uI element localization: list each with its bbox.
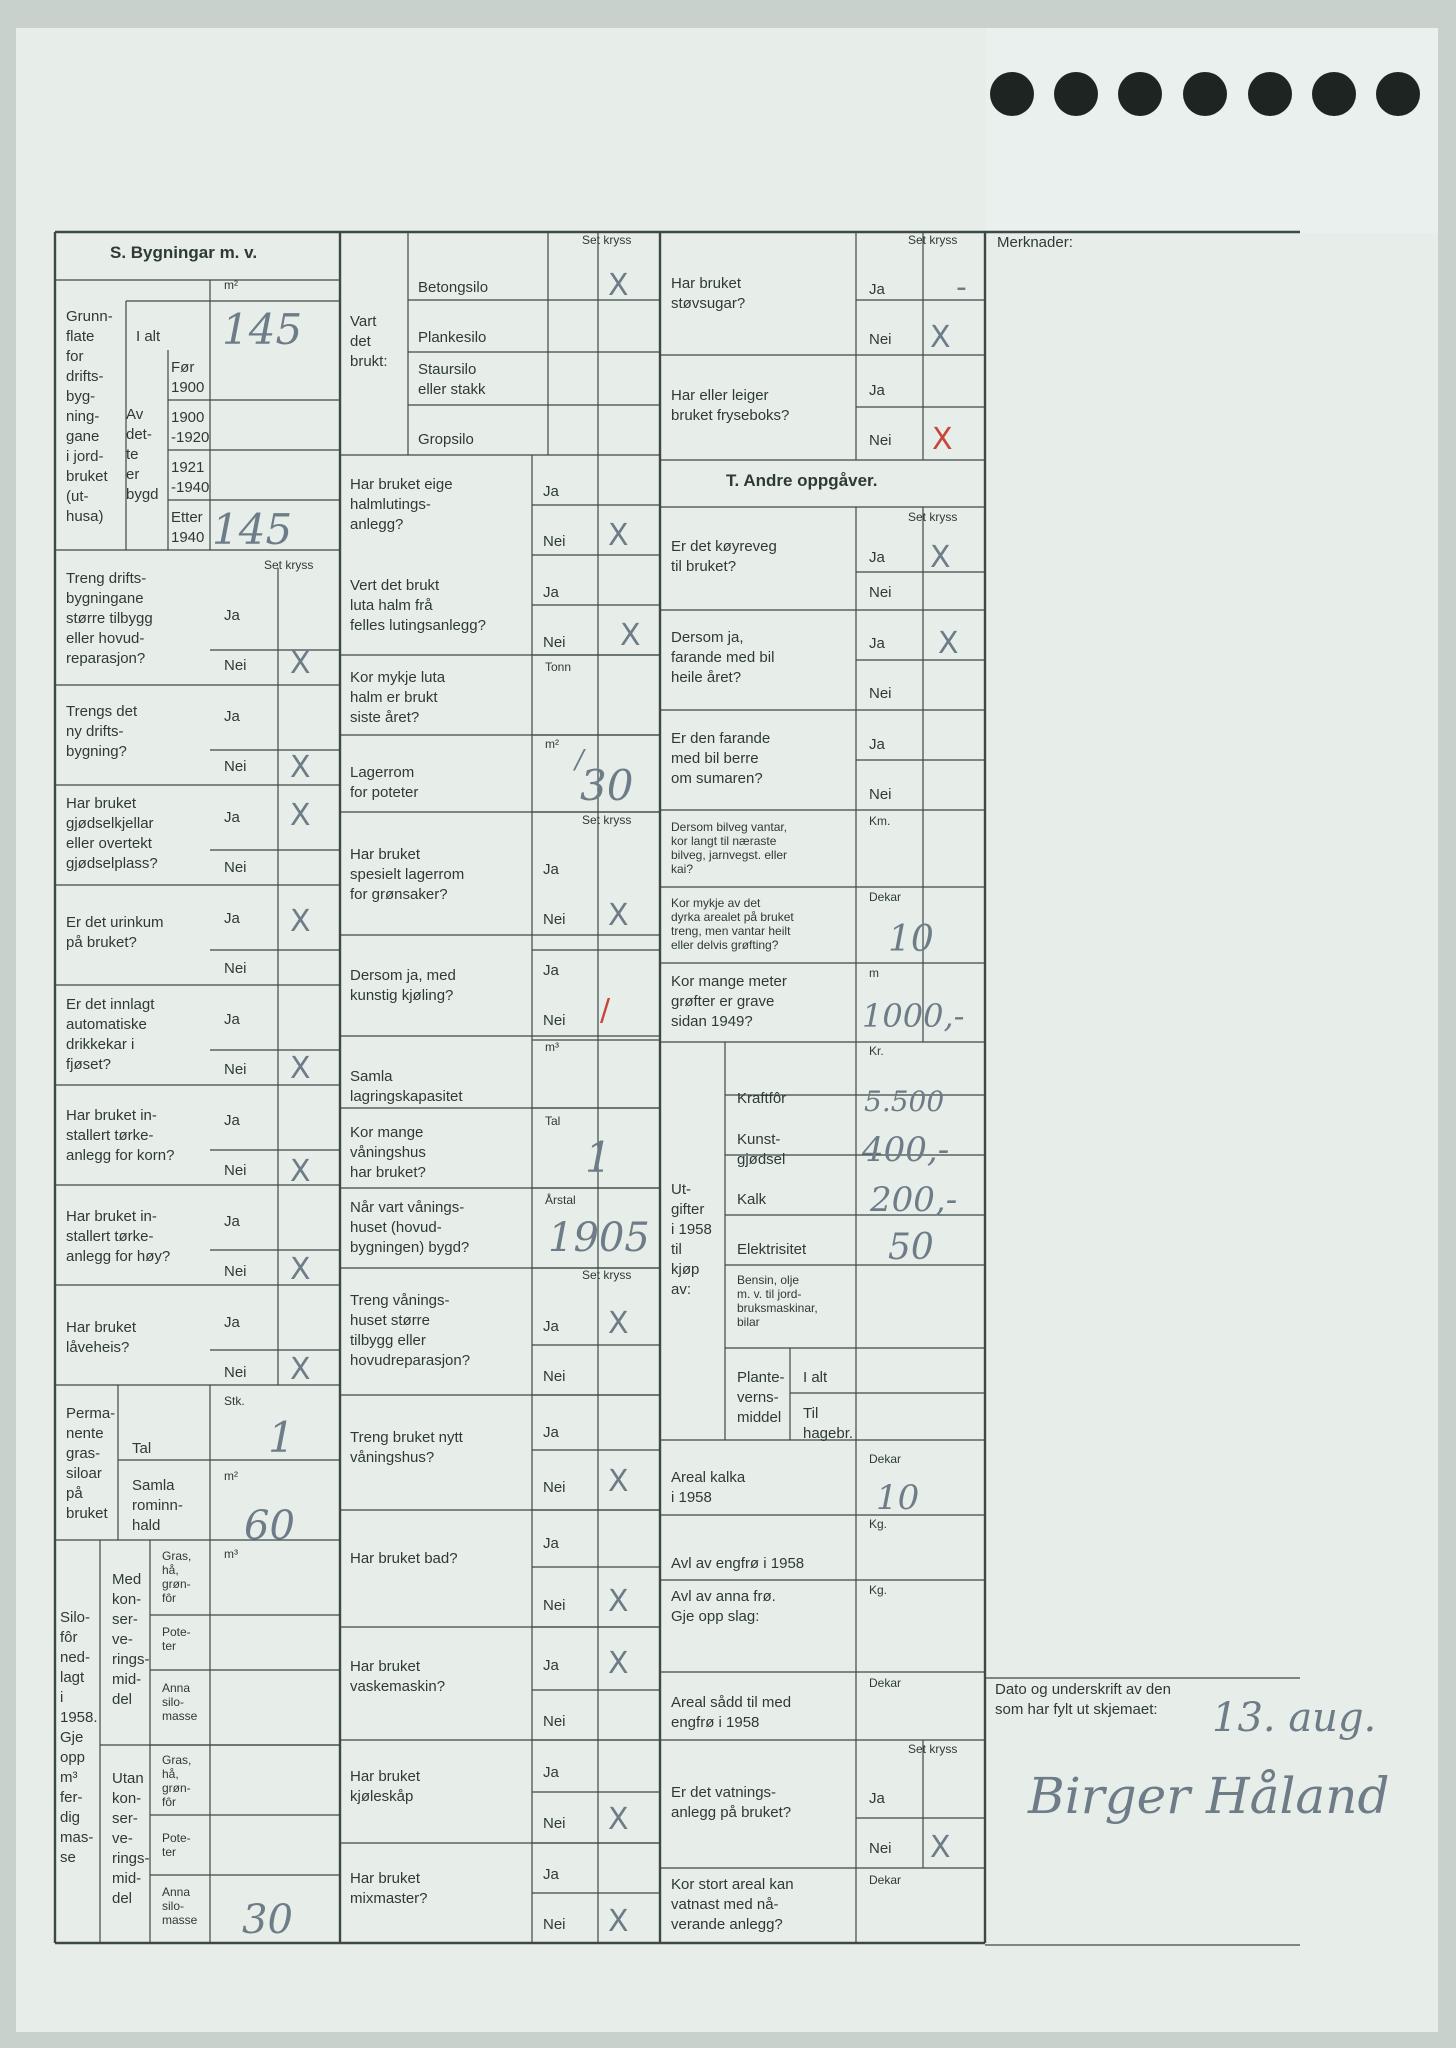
handwritten-entry: X bbox=[290, 1154, 311, 1189]
handwritten-entry: X bbox=[608, 1306, 629, 1341]
form-label: Kor mange våningshus har bruket? bbox=[350, 1124, 426, 1181]
form-label: Trengs det ny drifts- bygning? bbox=[66, 703, 138, 760]
handwritten-entry: X bbox=[290, 750, 311, 785]
form-label: Ja bbox=[543, 1866, 559, 1883]
form-label: Nei bbox=[224, 859, 247, 876]
form-label: Av det- te er bygd bbox=[126, 406, 159, 503]
form-label: Nei bbox=[869, 331, 892, 348]
form-label: Har bruket mixmaster? bbox=[350, 1870, 428, 1907]
handwritten-entry: 60 bbox=[244, 1503, 295, 1549]
form-label: Ja bbox=[543, 483, 559, 500]
form-label: Silo- fôr ned- lagt i 1958. Gje opp m³ fer- dig mas- se bbox=[60, 1609, 98, 1866]
form-label: Har bruket in- stallert tørke- anlegg for korn? bbox=[66, 1107, 175, 1164]
form-label: Tonn bbox=[545, 660, 572, 674]
handwritten-entry: 13. aug. bbox=[1212, 1695, 1377, 1741]
handwritten-entry: X bbox=[620, 618, 641, 653]
form-label: Set kryss bbox=[264, 558, 314, 572]
form-label: Ja bbox=[543, 1424, 559, 1441]
handwritten-entry: X bbox=[932, 422, 953, 457]
form-label: Dersom ja, farande med bil heile året? bbox=[671, 629, 775, 686]
handwritten-entry: 1 bbox=[585, 1133, 612, 1182]
handwritten-entry: 1905 bbox=[548, 1215, 650, 1261]
form-label: I alt bbox=[803, 1369, 828, 1386]
form-label: Areal sådd til med engfrø i 1958 bbox=[671, 1694, 792, 1731]
form-label: Nei bbox=[543, 1479, 566, 1496]
form-label: Avl av engfrø i 1958 bbox=[671, 1555, 805, 1572]
form-label: Nei bbox=[224, 1364, 247, 1381]
form-label: Lagerrom for poteter bbox=[350, 764, 419, 801]
form-label: Treng drifts- bygningane større tilbygg eller hovud- reparasjon? bbox=[66, 570, 153, 667]
form-label: Nei bbox=[543, 1368, 566, 1385]
form-label: Har eller leiger bruket fryseboks? bbox=[671, 387, 790, 424]
form-label: Er det urinkum på bruket? bbox=[66, 914, 164, 951]
form-label: I alt bbox=[136, 328, 161, 345]
form-label: m² bbox=[224, 278, 238, 292]
form-label: Er det innlagt automatiske drikkekar i fjøset? bbox=[66, 996, 155, 1073]
form-label: Dato og underskrift av den som har fylt ut skjemaet: bbox=[995, 1681, 1171, 1718]
form-label: m bbox=[869, 966, 879, 980]
form-label: Er det vatnings- anlegg på bruket? bbox=[671, 1784, 792, 1821]
handwritten-entry: 400,- bbox=[862, 1130, 950, 1170]
form-label: Dekar bbox=[869, 1873, 902, 1887]
form-label: Kor mange meter grøfter er grave sidan 1949? bbox=[671, 973, 787, 1030]
form-label: Bensin, olje m. v. til jord- bruksmaskinar, bilar bbox=[737, 1273, 818, 1329]
form-label: Kor stort areal kan vatnast med nå- verande anlegg? bbox=[671, 1876, 794, 1933]
form-label: Pote- ter bbox=[162, 1831, 191, 1859]
form-label: Kg. bbox=[869, 1517, 888, 1531]
form-label: Ja bbox=[224, 809, 240, 826]
form-label: Ja bbox=[224, 1314, 240, 1331]
form-label: Ja bbox=[543, 861, 559, 878]
handwritten-entry: X bbox=[930, 1830, 951, 1865]
form-label: Anna silo- masse bbox=[162, 1885, 198, 1927]
form-label: Kor mykje luta halm er brukt siste året? bbox=[350, 669, 446, 726]
form-label: Ut- gifter i 1958 til kjøp av: bbox=[671, 1181, 712, 1298]
form-label: Utan kon- ser- ve- rings- mid- del bbox=[112, 1770, 150, 1907]
form-label: Er det køyreveg til bruket? bbox=[671, 538, 777, 575]
form-label: Treng vånings- huset større tilbygg eller hovudreparasjon? bbox=[350, 1292, 471, 1369]
form-label: Ja bbox=[543, 1318, 559, 1335]
handwritten-entry: X bbox=[290, 1352, 311, 1387]
form-label: Med kon- ser- ve- rings- mid- del bbox=[112, 1571, 150, 1708]
handwritten-entry: 200,- bbox=[870, 1180, 958, 1220]
form-label: Grunn- flate for drifts- byg- ning- gane i jord- bruket (ut- husa) bbox=[66, 308, 113, 525]
form-label: Har bruket kjøleskåp bbox=[350, 1768, 421, 1805]
form-label: Set kryss bbox=[908, 1742, 958, 1756]
form-label: 1921 -1940 bbox=[171, 459, 210, 496]
form-label: Ja bbox=[224, 1112, 240, 1129]
handwritten-entry: X bbox=[608, 1802, 629, 1837]
form-label: Ja bbox=[869, 635, 885, 652]
handwritten-entry: 5.500 bbox=[864, 1085, 945, 1118]
form-label: Nei bbox=[869, 786, 892, 803]
handwritten-entry: 1 bbox=[268, 1413, 295, 1462]
form-label: Nei bbox=[543, 1012, 566, 1029]
form-label: Ja bbox=[224, 1011, 240, 1028]
form-label: Set kryss bbox=[908, 510, 958, 524]
form-label: Ja bbox=[224, 708, 240, 725]
form-label: Nei bbox=[543, 1916, 566, 1933]
form-label: Ja bbox=[543, 1657, 559, 1674]
handwritten-entry: / bbox=[575, 745, 584, 775]
form-label: Har bruket in- stallert tørke- anlegg for høy? bbox=[66, 1208, 171, 1265]
form-label: Ja bbox=[869, 736, 885, 753]
form-label: Dekar bbox=[869, 1452, 902, 1466]
form-label: Har bruket eige halmlutings- anlegg? bbox=[350, 476, 453, 533]
form-label: Kalk bbox=[737, 1191, 767, 1208]
form-label: Dersom ja, med kunstig kjøling? bbox=[350, 967, 456, 1004]
handwritten-entry: X bbox=[608, 1904, 629, 1939]
form-label: Ja bbox=[543, 962, 559, 979]
form-label: Har bruket låveheis? bbox=[66, 1319, 137, 1356]
form-label: Nei bbox=[224, 1061, 247, 1078]
form-label: Km. bbox=[869, 814, 891, 828]
form-label: Når vart vånings- huset (hovud- bygningen) bygd? bbox=[350, 1199, 470, 1256]
form-label: m² bbox=[545, 737, 559, 751]
form-label: Ja bbox=[224, 910, 240, 927]
handwritten-entry: 1000,- bbox=[862, 997, 965, 1035]
form-label: Dekar bbox=[869, 890, 902, 904]
form-label: Nei bbox=[869, 432, 892, 449]
form-label: Nei bbox=[543, 1597, 566, 1614]
handwritten-entry: X bbox=[930, 540, 951, 575]
handwritten-entry: X bbox=[290, 1252, 311, 1287]
handwritten-entry: 50 bbox=[888, 1227, 934, 1268]
form-label: Nei bbox=[543, 1815, 566, 1832]
form-label: Nei bbox=[224, 960, 247, 977]
handwritten-entry: X bbox=[290, 1051, 311, 1086]
handwritten-entry: X bbox=[290, 646, 311, 681]
handwritten-entry: / bbox=[600, 993, 611, 1028]
handwritten-entry: X bbox=[608, 518, 629, 553]
form-label: Ja bbox=[869, 382, 885, 399]
form-label: Nei bbox=[224, 1263, 247, 1280]
form-label: Set kryss bbox=[582, 233, 632, 247]
form-label: Betongsilo bbox=[418, 279, 489, 296]
form-label: Samla rominn- hald bbox=[132, 1477, 183, 1534]
handwritten-entry: X bbox=[930, 320, 951, 355]
form-label: Vert det brukt luta halm frå felles lutingsanlegg? bbox=[350, 577, 486, 634]
form-label: Kg. bbox=[869, 1583, 888, 1597]
handwritten-entry: 30 bbox=[242, 1897, 293, 1943]
form-label: Nei bbox=[224, 657, 247, 674]
form-label: Nei bbox=[224, 1162, 247, 1179]
form-label: Tal bbox=[132, 1440, 152, 1457]
form-label: Ja bbox=[869, 281, 885, 298]
handwritten-entry: 145 bbox=[222, 305, 303, 354]
form-label: Plante- verns- middel bbox=[737, 1369, 785, 1426]
handwritten-entry: X bbox=[290, 798, 311, 833]
handwritten-entry: 10 bbox=[876, 1478, 920, 1518]
form-label: Dekar bbox=[869, 1676, 902, 1690]
form-label: Avl av anna frø. Gje opp slag: bbox=[671, 1588, 776, 1625]
form-label: Treng bruket nytt våningshus? bbox=[350, 1429, 463, 1466]
form-label: Perma- nente gras- siloar på bruket bbox=[66, 1405, 116, 1522]
form-label: Etter 1940 bbox=[171, 509, 205, 546]
form-label: Kraftfôr bbox=[737, 1090, 787, 1107]
form-label: Har bruket støvsugar? bbox=[671, 275, 746, 312]
form-label: Ja bbox=[543, 1535, 559, 1552]
handwritten-entry: X bbox=[608, 898, 629, 933]
form-label: Til hagebr. bbox=[803, 1405, 854, 1442]
form-label: Har bruket gjødselkjellar eller overtekt gjødselplass? bbox=[66, 795, 158, 872]
form-label: Ja bbox=[869, 1790, 885, 1807]
form-label: Nei bbox=[869, 584, 892, 601]
form-label: Merknader: bbox=[997, 234, 1073, 251]
handwritten-entry: 145 bbox=[212, 505, 293, 554]
handwritten-entry: X bbox=[938, 626, 959, 661]
form-label: T. Andre oppgåver. bbox=[726, 471, 878, 490]
form-label: Nei bbox=[869, 1840, 892, 1857]
form-label: Nei bbox=[543, 1713, 566, 1730]
form-label: m² bbox=[224, 1469, 238, 1483]
form-label: Staursilo eller stakk bbox=[418, 361, 486, 398]
form-label: Vart det brukt: bbox=[350, 313, 388, 370]
handwritten-entry: - bbox=[956, 270, 967, 305]
form-label: Ja bbox=[543, 584, 559, 601]
form-label: Ja bbox=[224, 607, 240, 624]
form-label: Gras, hå, grøn- fôr bbox=[162, 1753, 192, 1809]
form-label: Anna silo- masse bbox=[162, 1681, 198, 1723]
form-label: Dersom bilveg vantar, kor langt til næraste bilveg, jarnvegst. eller kai? bbox=[671, 820, 788, 876]
form-label: Gropsilo bbox=[418, 431, 474, 448]
form-label: Pote- ter bbox=[162, 1625, 191, 1653]
handwritten-entry: 10 bbox=[888, 919, 934, 960]
form-label: Set kryss bbox=[582, 1268, 632, 1282]
form-label: Ja bbox=[869, 549, 885, 566]
form-label: Gras, hå, grøn- fôr bbox=[162, 1549, 192, 1605]
form-label: Kunst- gjødsel bbox=[737, 1131, 786, 1168]
form-label: m³ bbox=[545, 1040, 559, 1054]
form-label: Plankesilo bbox=[418, 329, 487, 346]
handwritten-entry: 30 bbox=[580, 761, 634, 810]
form-label: Elektrisitet bbox=[737, 1241, 807, 1258]
form-label: Kor mykje av det dyrka arealet på bruket treng, men vantar heilt eller delvis grøfting? bbox=[671, 896, 794, 952]
form-label: Har bruket bad? bbox=[350, 1550, 458, 1567]
form-label: Har bruket vaskemaskin? bbox=[350, 1658, 446, 1695]
form-label: S. Bygningar m. v. bbox=[110, 243, 258, 262]
form-label: Før 1900 bbox=[171, 359, 205, 396]
form-label: Kr. bbox=[869, 1044, 884, 1058]
handwritten-entry: Birger Håland bbox=[1028, 1767, 1390, 1825]
handwritten-entry: X bbox=[608, 1584, 629, 1619]
form-label: Nei bbox=[543, 911, 566, 928]
form-label: Stk. bbox=[224, 1394, 245, 1408]
handwritten-entry: X bbox=[290, 904, 311, 939]
form-label: Nei bbox=[224, 758, 247, 775]
form-label: Ja bbox=[543, 1764, 559, 1781]
form-label: Årstal bbox=[545, 1193, 576, 1207]
form-label: Nei bbox=[869, 685, 892, 702]
form-label: 1900 -1920 bbox=[171, 409, 210, 446]
form-label: Ja bbox=[224, 1213, 240, 1230]
form-label: Tal bbox=[545, 1114, 561, 1128]
form-label: Set kryss bbox=[908, 233, 958, 247]
form-label: Set kryss bbox=[582, 813, 632, 827]
form-label: Nei bbox=[543, 533, 566, 550]
handwritten-entry: X bbox=[608, 268, 629, 303]
handwritten-entry: X bbox=[608, 1464, 629, 1499]
form-label: Er den farande med bil berre om sumaren? bbox=[671, 730, 771, 787]
form-label: Nei bbox=[543, 634, 566, 651]
form-label: Samla lagringskapasitet bbox=[350, 1068, 463, 1105]
form-label: m³ bbox=[224, 1547, 238, 1561]
form-label: Har bruket spesielt lagerrom for grønsaker? bbox=[350, 846, 465, 903]
handwritten-entry: X bbox=[608, 1646, 629, 1681]
form-label: Areal kalka i 1958 bbox=[671, 1469, 746, 1506]
